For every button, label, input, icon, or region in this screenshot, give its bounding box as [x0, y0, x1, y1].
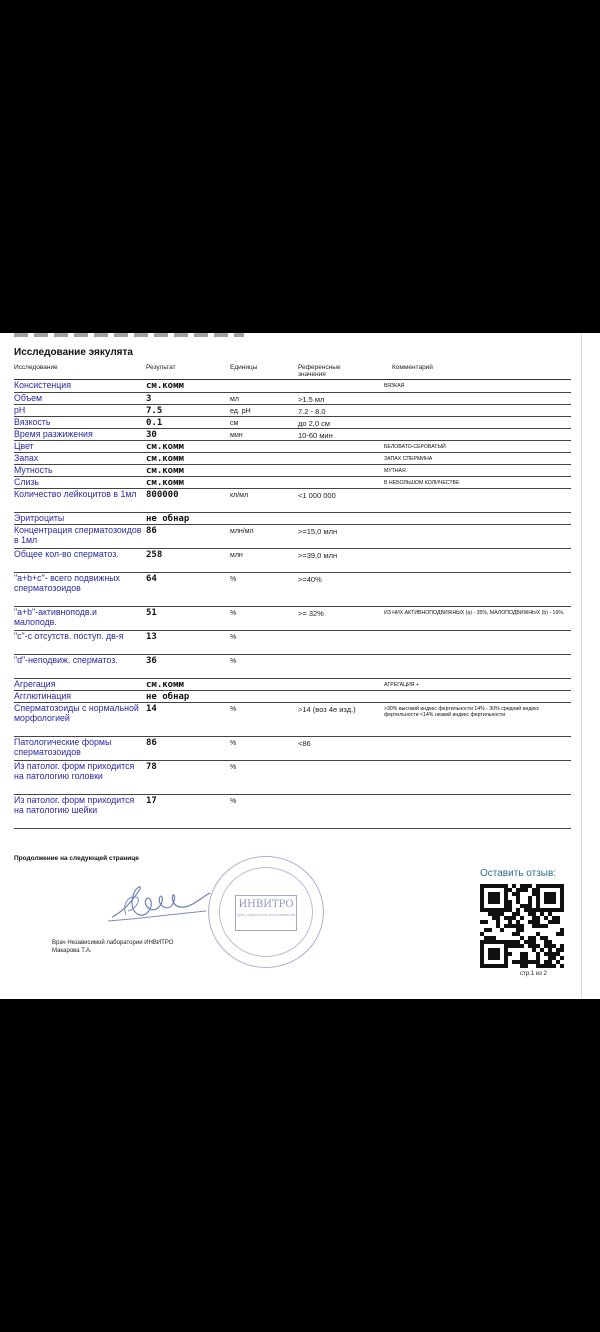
table-row — [14, 573, 571, 607]
doctor-signature — [106, 881, 216, 927]
row-name: Мутность — [14, 465, 53, 475]
table-row — [14, 405, 571, 417]
row-name: Вязкость — [14, 417, 51, 427]
table-row — [14, 761, 571, 795]
row-name: Слизь — [14, 477, 40, 487]
row-reference: >14 (воз 4е изд.) — [298, 705, 356, 714]
header-result: Результат — [146, 364, 176, 371]
row-reference: 7.2 - 8.0 — [298, 407, 326, 416]
row-units: мин — [230, 432, 243, 439]
row-units: % — [230, 658, 237, 665]
stamp-logo-box — [235, 895, 297, 931]
row-result: не обнар — [146, 692, 190, 702]
row-result: 258 — [146, 550, 163, 560]
doctor-block — [52, 939, 173, 955]
row-name: pH — [14, 405, 26, 415]
row-units: % — [230, 798, 237, 805]
row-result: 14 — [146, 704, 157, 714]
row-units: % — [230, 576, 237, 583]
row-result: см.комм — [146, 381, 184, 391]
row-name: Общее кол-во сперматоз. — [14, 549, 119, 559]
row-units: кл/мл — [230, 492, 249, 499]
row-result: 3 — [146, 394, 152, 404]
table-row — [14, 679, 571, 691]
row-units: % — [230, 634, 237, 641]
row-comment: ВЯЗКАЯ — [384, 383, 405, 389]
row-units: % — [230, 610, 237, 617]
lab-report-page — [0, 333, 600, 999]
row-name: Объем — [14, 393, 43, 403]
invitro-stamp — [208, 856, 324, 968]
row-result: 86 — [146, 526, 157, 536]
header-comment: Комментарий — [392, 364, 433, 371]
row-name: Консистенция — [14, 380, 71, 390]
header-units: Единицы — [230, 364, 258, 371]
row-name: Цвет — [14, 441, 34, 451]
row-units: млн/мл — [230, 528, 254, 535]
row-result: см.комм — [146, 466, 184, 476]
table-row — [14, 417, 571, 429]
row-reference: >=15,0 млн — [298, 527, 338, 536]
row-units: млн — [230, 552, 243, 559]
table-row — [14, 513, 571, 525]
row-comment: БЕЛОВАТО-СЕРОВАТЫЙ — [384, 444, 446, 450]
row-units: см — [230, 420, 239, 427]
row-reference: >=40% — [298, 575, 322, 584]
row-result: см.комм — [146, 680, 184, 690]
row-name: Сперматозоиды с нормальной морфологией — [14, 703, 139, 723]
table-row — [14, 795, 571, 829]
feedback-label[interactable]: Оставить отзыв: — [480, 868, 557, 879]
row-name: "a+b"-активноподв.и малоподв. — [14, 607, 97, 627]
table-row — [14, 631, 571, 655]
row-result: не обнар — [146, 514, 190, 524]
row-result: 86 — [146, 738, 157, 748]
stamp-logo: ИНВИТРО — [238, 899, 294, 910]
stamp-subtitle: Для результатов исследований — [237, 912, 295, 917]
row-name: Время разжижения — [14, 429, 93, 439]
table-row — [14, 465, 571, 477]
page-edge-rule — [581, 333, 582, 999]
row-units: ед. pH — [230, 408, 251, 415]
continued-note: Продолжение на следующей странице — [14, 855, 139, 862]
row-comment: В НЕБОЛЬШОМ КОЛИЧЕСТВЕ — [384, 480, 460, 486]
table-row — [14, 393, 571, 405]
row-name: Из патолог. форм приходится на патологию головки — [14, 761, 135, 781]
row-comment: >30% высокий индекс фертильности 14% - 30% средний индекс фертильности <14% низкий индекс фертильности — [384, 706, 540, 719]
row-comment: МУТНАЯ — [384, 468, 406, 474]
row-result: 13 — [146, 632, 157, 642]
row-name: Агглютинация — [14, 691, 72, 701]
row-reference: >1.5 мл — [298, 395, 325, 404]
table-row — [14, 429, 571, 441]
row-units: % — [230, 764, 237, 771]
cropped-header-text — [14, 333, 244, 337]
table-row — [14, 737, 571, 761]
row-result: 30 — [146, 430, 157, 440]
doctor-line-2: Макарова Т.А. — [52, 948, 92, 954]
row-result: 64 — [146, 574, 157, 584]
table-row — [14, 549, 571, 573]
qr-code-icon[interactable] — [480, 884, 564, 968]
row-result: 0.1 — [146, 418, 163, 428]
row-result: см.комм — [146, 454, 184, 464]
page-number: стр.1 из 2 — [520, 971, 547, 977]
row-result: 7.5 — [146, 406, 163, 416]
row-name: Количество лейкоцитов в 1мл — [14, 489, 137, 499]
row-reference: <86 — [298, 739, 311, 748]
report-title: Исследование эякулята — [14, 347, 133, 358]
row-result: 78 — [146, 762, 157, 772]
row-units: % — [230, 706, 237, 713]
doctor-line-1: Врач Независимой лаборатории ИНВИТРО — [52, 940, 174, 946]
table-row — [14, 453, 571, 465]
row-units: % — [230, 740, 237, 747]
table-row — [14, 441, 571, 453]
row-name: "a+b+c"- всего подвижных сперматозоидов — [14, 573, 120, 593]
row-result: см.комм — [146, 442, 184, 452]
table-row — [14, 691, 571, 703]
row-result: 36 — [146, 656, 157, 666]
row-result: 800000 — [146, 490, 179, 500]
row-reference: <1 000 000 — [298, 491, 336, 500]
row-name: Запах — [14, 453, 39, 463]
row-reference: до 2,0 см — [298, 419, 331, 428]
row-name: "d"-неподвиж. сперматоз. — [14, 655, 118, 665]
row-comment: ИЗ НИХ АКТИВНОПОДВИЖНЫХ (a) - 35%, МАЛОПОДВИЖНЫХ (b) - 16%. — [384, 610, 565, 616]
row-name: Эритроциты — [14, 513, 65, 523]
table-row — [14, 489, 571, 513]
row-comment: АГРЕГАЦИЯ + — [384, 682, 419, 688]
table-row — [14, 655, 571, 679]
row-name: Концентрация сперматозоидов в 1мл — [14, 525, 142, 545]
table-row — [14, 477, 571, 489]
header-reference: Референсные значения — [298, 364, 341, 378]
table-row — [14, 703, 571, 737]
row-name: Из патолог. форм приходится на патологию шейки — [14, 795, 135, 815]
row-result: 17 — [146, 796, 157, 806]
row-reference: >= 32% — [298, 609, 324, 618]
row-comment: ЗАПАХ СПЕРМИНА — [384, 456, 433, 462]
row-reference: >=39,0 млн — [298, 551, 338, 560]
header-name: Исследование — [14, 364, 58, 371]
row-name: Агрегация — [14, 679, 56, 689]
table-row — [14, 607, 571, 631]
row-units: мл — [230, 396, 239, 403]
table-row — [14, 525, 571, 549]
row-name: Патологические формы сперматозоидов — [14, 737, 112, 757]
row-result: 51 — [146, 608, 157, 618]
table-row — [14, 380, 571, 393]
row-result: см.комм — [146, 478, 184, 488]
row-name: "c"-с отсутств. поступ. дв-я — [14, 631, 124, 641]
row-reference: 10-60 мин — [298, 431, 333, 440]
